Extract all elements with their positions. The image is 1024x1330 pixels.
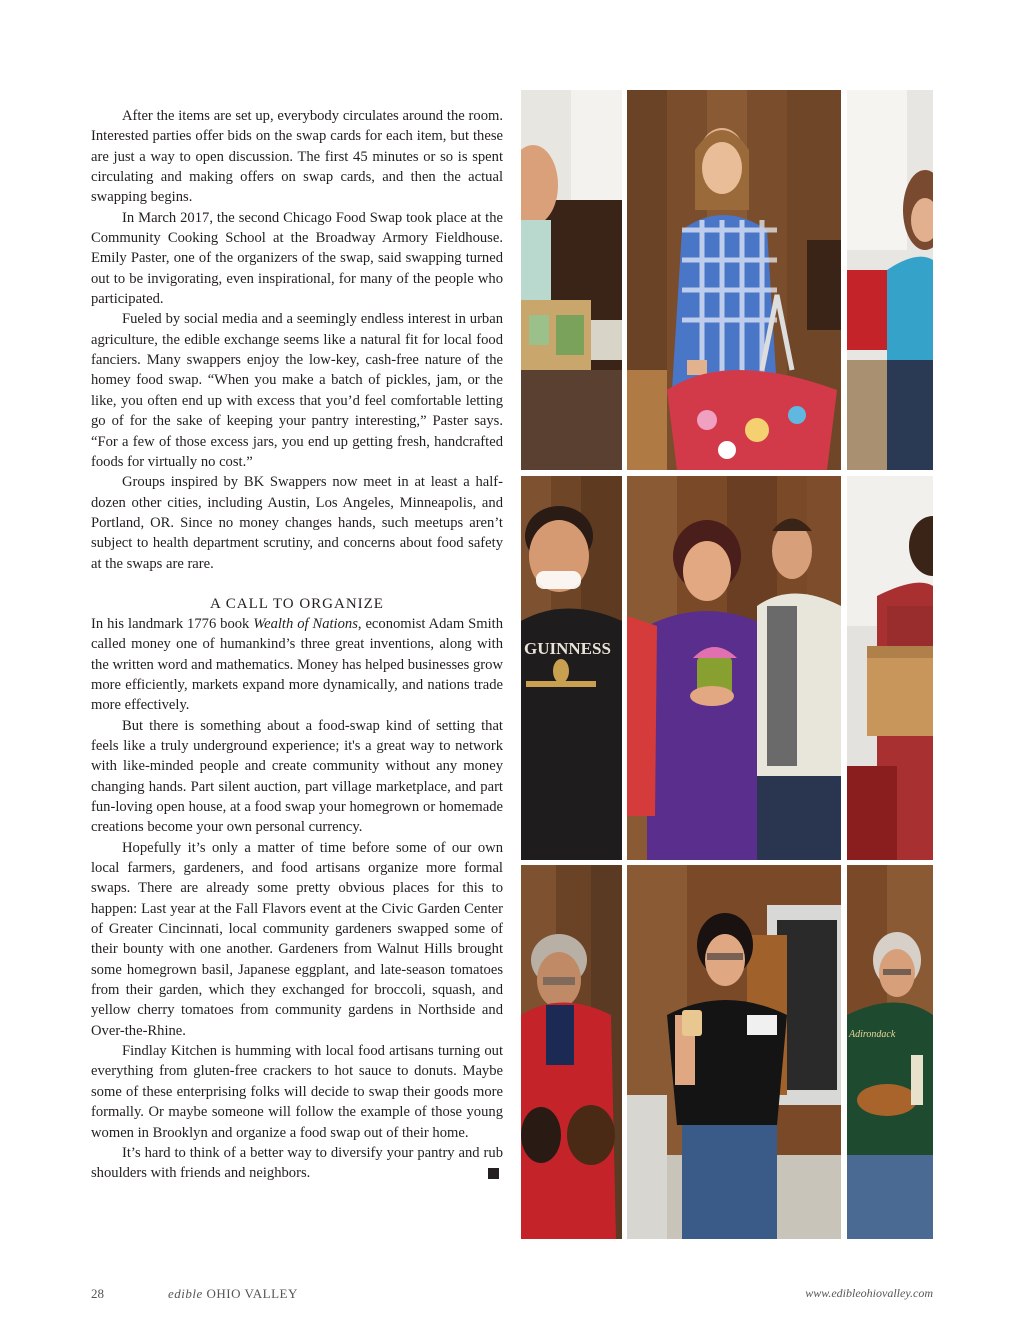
- end-mark: [488, 1168, 499, 1179]
- brand-italic: edible: [168, 1286, 203, 1301]
- photo-man-green-shirt: [847, 865, 933, 1239]
- photo-woman-teal-shirt: [847, 90, 933, 470]
- photo-couple-purple-shirt: [627, 476, 841, 860]
- photo-woman-with-jars: [521, 90, 622, 470]
- paragraph-text: In his landmark 1776 book: [91, 615, 254, 632]
- section-heading: A CALL TO ORGANIZE: [210, 595, 384, 612]
- paragraph: Hopefully it’s only a matter of time before some of our own local farmers, gardeners, and food artisans organize more formal swaps. There are already some pretty obvious places for this to happen: Last year at the Fall Flavors event at the Civic Garden Center of Greater Cincinnati, local community gardeners swapped some of their bounty with one another. Gardeners from Walnut Hills brought some homegrown basil, Japanese eggplant, and late-season tomatoes from their garden, which they exchanged for broccoli, squash, and yellow cherry tomatoes from community gardens in Northside and Over-the-Rhine.: [91, 839, 503, 1039]
- paragraph: [91, 1143, 503, 1184]
- brand-rest: OHIO VALLEY: [202, 1286, 298, 1301]
- magazine-name: [168, 1286, 298, 1302]
- photo-woman-with-basket: [627, 90, 841, 470]
- article-column: [91, 106, 503, 1184]
- book-title: Wealth of Nations: [253, 615, 358, 632]
- photo-grid: [521, 90, 933, 1239]
- photo-woman-black-shirt: [627, 865, 841, 1239]
- photo-man-guinness-shirt: [521, 476, 622, 860]
- paragraph: After the items are set up, everybody circulates around the room. Interested parties offer bids on the swap cards for each item, but these are just a way to open discussion. The first 45 minutes or so is spent circulating and making offers on swap cards, and then the actual swapping begins.: [91, 108, 503, 206]
- paragraph: [91, 614, 503, 716]
- paragraph: In March 2017, the second Chicago Food Swap took place at the Community Cooking School at the Broadway Armory Fieldhouse. Emily Paster, one of the organizers of the swap, said swapping turned out to be invigorating, even inspirational, for many of the people who participated.: [91, 209, 503, 308]
- page-footer: [91, 1286, 933, 1304]
- photo-woman-red-coat: [521, 865, 622, 1239]
- paragraph: Fueled by social media and a seemingly endless interest in urban agriculture, the edible exchange seems like a natural fit for local food fanciers. Many swappers enjoy the low-key, cash-free nature of the homey food swap. “When you make a batch of pickles, jam, or the like, you often end up with excess that you’d feel comfortable letting go of for the sake of keeping your pantry interesting,” Paster says. “For a few of those excess jars, you end up getting fresh, handcrafted foods for virtually no cost.”: [91, 311, 503, 470]
- paragraph: But there is something about a food-swap kind of setting that feels like a truly underground experience; it's a great way to network with like-minded people and create community without any money changing hands. Part silent auction, part village marketplace, and part fun-loving open house, at a food swap your homegrown or homemade creations become your own personal currency.: [91, 717, 503, 836]
- paragraph-text: , economist Adam Smith called money one of humankind’s three great inventions, along with the written word and mathematics. Money has helped businesses grow more efficiently, markets expand more dynamically, and nations trade more effectively.: [91, 615, 504, 714]
- website-url: www.edibleohiovalley.com: [805, 1286, 933, 1300]
- page-number: 28: [91, 1286, 104, 1301]
- shirt-logo-text: GUINNESS: [524, 639, 611, 658]
- shirt-green-text: Adirondack: [849, 1029, 896, 1040]
- photo-woman-with-box: [847, 476, 933, 860]
- paragraph-text: It’s hard to think of a better way to diversify your pantry and rub shoulders with friends and neighbors.: [91, 1144, 503, 1182]
- paragraph: Findlay Kitchen is humming with local food artisans turning out everything from gluten-free crackers to hot sauce to donuts. Maybe some of these enterprising folks will decide to swap their goods more formally. Or maybe someone will follow the example of those young women in Brooklyn and organize a food swap out of their home.: [91, 1043, 503, 1141]
- paragraph: Groups inspired by BK Swappers now meet in at least a half-dozen other cities, including Austin, Los Angeles, Minneapolis, and Portland, OR. Since no money changes hands, such meetups aren’t subject to health department scrutiny, and concerns about food safety at the swaps are rare.: [91, 474, 503, 572]
